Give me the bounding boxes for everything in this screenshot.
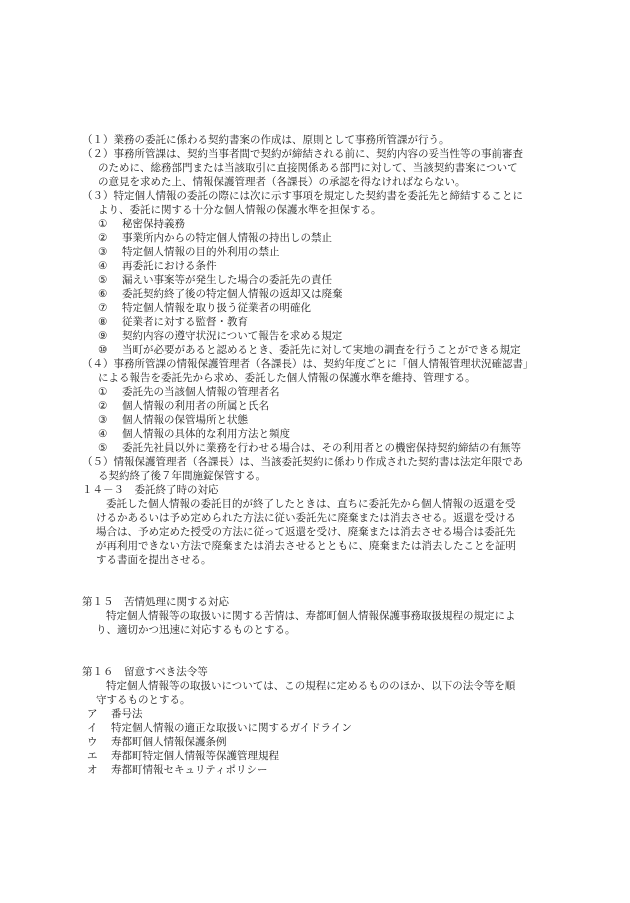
list-item: ⑩ 当町が必要があると認めるとき、委託先に対して実地の調査を行うことができる規定 <box>98 344 521 356</box>
paragraph-line: が再利用できない方法で廃棄または消去させるとともに、廃棄または消去したことを証明 <box>96 540 516 552</box>
document-body <box>82 133 552 777</box>
list-item: ② 事業所内からの特定個人情報の持出しの禁止 <box>98 232 332 244</box>
list-item: ④ 個人情報の具体的な利用方法と頻度 <box>98 428 290 440</box>
para-4-4-line1: （４）事務所管課の情報保護管理者（各課長）は、契約年度ごとに「個人情報管理状況確認書」 <box>82 358 534 370</box>
section-heading-15: 第１５ 苦情処理に関する対応 <box>82 596 229 608</box>
list-item: ⑦ 特定個人情報を取り扱う従業者の明確化 <box>98 302 311 314</box>
list-item: ③ 個人情報の保管場所と状態 <box>98 414 248 426</box>
list-item: ⑤ 委託先社員以外に業務を行わせる場合は、その利用者との機密保持契約締結の有無等 <box>98 442 521 454</box>
report-items-list <box>82 385 552 455</box>
para-4-3-line1: （３）特定個人情報の委託の際には次に示す事項を規定した契約書を委託先と締結することに <box>82 190 523 202</box>
list-item: ④ 再委託における条件 <box>98 260 217 272</box>
para-4-5-line1: （５）情報保護管理者（各課長）は、当該委託契約に係わり作成された契約書は法定年限であ <box>82 456 523 468</box>
list-item: ⑧ 従業者に対する監督・教育 <box>98 316 248 328</box>
subsection-heading-14-3: １４－３ 委託終了時の対応 <box>82 484 219 496</box>
paragraph-line: り、適切かつ迅速に対応するものとする。 <box>96 624 296 636</box>
list-item: ⑨ 契約内容の遵守状況について報告を求める規定 <box>98 330 343 342</box>
list-item: イ 特定個人情報の適正な取扱いに関するガイドライン <box>87 722 352 734</box>
paragraph-line: 守するものとする。 <box>96 694 191 706</box>
paragraph-line: 委託した個人情報の委託目的が終了したときは、直ちに委託先から個人情報の返還を受 <box>106 498 516 510</box>
paragraph-line: けるかあるいは予め定められた方法に従い委託先に廃棄または消去させる。返還を受ける <box>96 512 516 524</box>
list-item: ② 個人情報の利用者の所属と氏名 <box>98 400 269 412</box>
law-list <box>82 707 552 777</box>
para-4-2-line3: の意見を求めた上、情報保護管理者（各課長）の承認を得なければならない。 <box>98 176 466 188</box>
paragraph-line: 特定個人情報等の取扱いに関する苦情は、寿都町個人情報保護事務取扱規程の規定によ <box>106 610 516 622</box>
list-item: ① 秘密保持義務 <box>98 218 185 230</box>
list-item: ③ 特定個人情報の目的外利用の禁止 <box>98 246 280 258</box>
list-item: オ 寿都町情報セキュリティポリシー <box>87 764 268 776</box>
para-4-5-line2: る契約終了後７年間施錠保管する。 <box>98 470 266 482</box>
list-item: ⑤ 漏えい事案等が発生した場合の委託先の責任 <box>98 274 332 286</box>
list-item: エ 寿都町特定個人情報等保護管理規程 <box>87 750 279 762</box>
para-4-3-line2: より、委託に関する十分な個人情報の保護水準を担保する。 <box>98 204 382 216</box>
paragraph-line: する書面を提出させる。 <box>96 554 212 566</box>
para-4-1: （１）業務の委託に係わる契約書案の作成は、原則として事務所管課が行う。 <box>82 134 450 146</box>
para-4-2-line2: のために、総務部門または当該取引に直接関係ある部門に対して、当該契約書案について <box>98 162 518 174</box>
para-4-2-line1: （２）事務所管課は、契約当事者間で契約が締結される前に、契約内容の妥当性等の事前審査 <box>82 148 523 160</box>
list-item: ウ 寿都町個人情報保護条例 <box>87 736 227 748</box>
list-item: ⑥ 委託契約終了後の特定個人情報の返却又は廃棄 <box>98 288 343 300</box>
contract-items-list <box>82 217 552 357</box>
list-item: ① 委託先の当該個人情報の管理者名 <box>98 386 280 398</box>
paragraph-line: 場合は、予め定めた授受の方法に従って返還を受け、廃棄または消去させる場合は委託先 <box>96 526 516 538</box>
paragraph-line: 特定個人情報等の取扱いについては、この規程に定めるもののほか、以下の法令等を順 <box>106 680 516 692</box>
section-heading-16: 第１６ 留意すべき法令等 <box>82 666 208 678</box>
para-4-4-line2: による報告を委託先から求め、委託した個人情報の保護水準を維持、管理する。 <box>98 372 476 384</box>
list-item: ア 番号法 <box>87 708 143 720</box>
